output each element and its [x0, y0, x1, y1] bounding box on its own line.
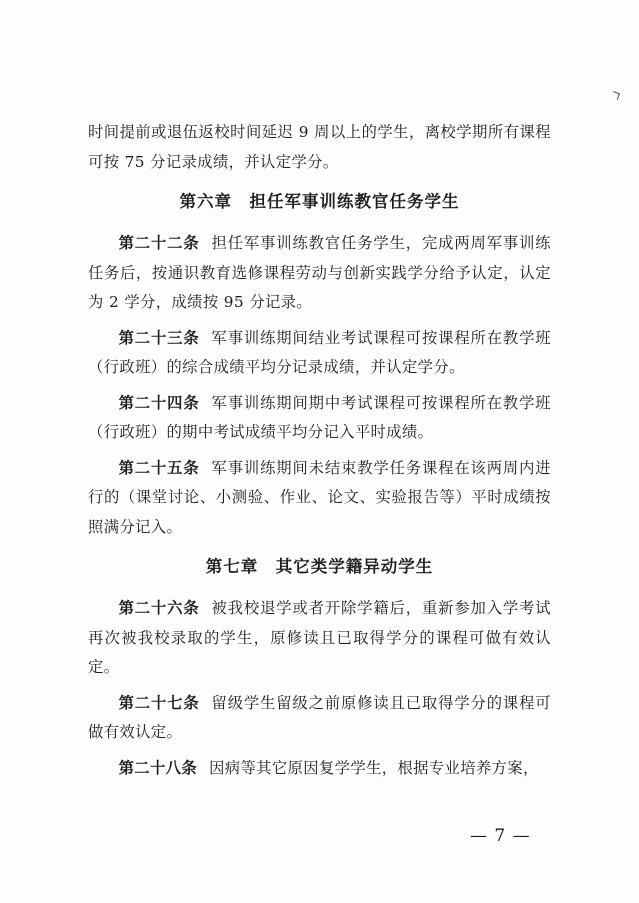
article-28: [88, 754, 551, 784]
document-body: [88, 118, 551, 789]
article-text: 军事训练期间期中考试课程可按课程所在教学班（行政班）的期中考试成绩平均分记入平时成绩。: [88, 393, 551, 441]
article-label: 第二十五条: [118, 458, 200, 477]
article-label: 第二十八条: [118, 758, 198, 777]
article-27: [88, 689, 551, 748]
page-number: — 7 —: [470, 826, 531, 846]
chapter-heading-7: 第七章 其它类学籍异动学生: [205, 557, 434, 576]
article-26: [88, 594, 551, 683]
continued-paragraph: 时间提前或退伍返校时间延迟 9 周以上的学生，离校学期所有课程可按 75 分记录成绩，并认定学分。: [88, 123, 551, 171]
article-label: 第二十三条: [118, 328, 200, 347]
article-22: [88, 229, 551, 318]
article-label: 第二十二条: [118, 234, 200, 252]
article-text: 军事训练期间结业考试课程可按课程所在教学班（行政班）的综合成绩平均分记录成绩，并认定学分。: [88, 328, 551, 376]
article-text: 军事训练期间未结束教学任务课程在该两周内进行的（课堂讨论、小测验、作业、论文、实验报告等）平时成绩按照满分记入。: [88, 458, 551, 536]
article-25: [88, 454, 551, 543]
article-label: 第二十六条: [118, 599, 200, 617]
article-24: [88, 389, 551, 448]
chapter-heading-6: 第六章 担任军事训练教官任务学生: [179, 192, 460, 211]
article-text: 留级学生留级之前原修读且已取得学分的课程可做有效认定。: [88, 693, 551, 741]
scan-mark: [611, 91, 620, 100]
article-text: 被我校退学或者开除学籍后，重新参加入学考试再次被我校录取的学生，原修读且已取得学分的课程可做有效认定。: [88, 599, 551, 676]
article-text: 担任军事训练教官任务学生，完成两周军事训练任务后，按通识教育选修课程劳动与创新实践学分给予认定，认定为 2 学分，成绩按 95 分记录。: [88, 234, 551, 311]
article-23: [88, 324, 551, 383]
article-label: 第二十四条: [118, 393, 200, 412]
article-text: 因病等其它原因复学学生，根据专业培养方案，: [209, 758, 539, 777]
article-label: 第二十七条: [118, 693, 200, 712]
